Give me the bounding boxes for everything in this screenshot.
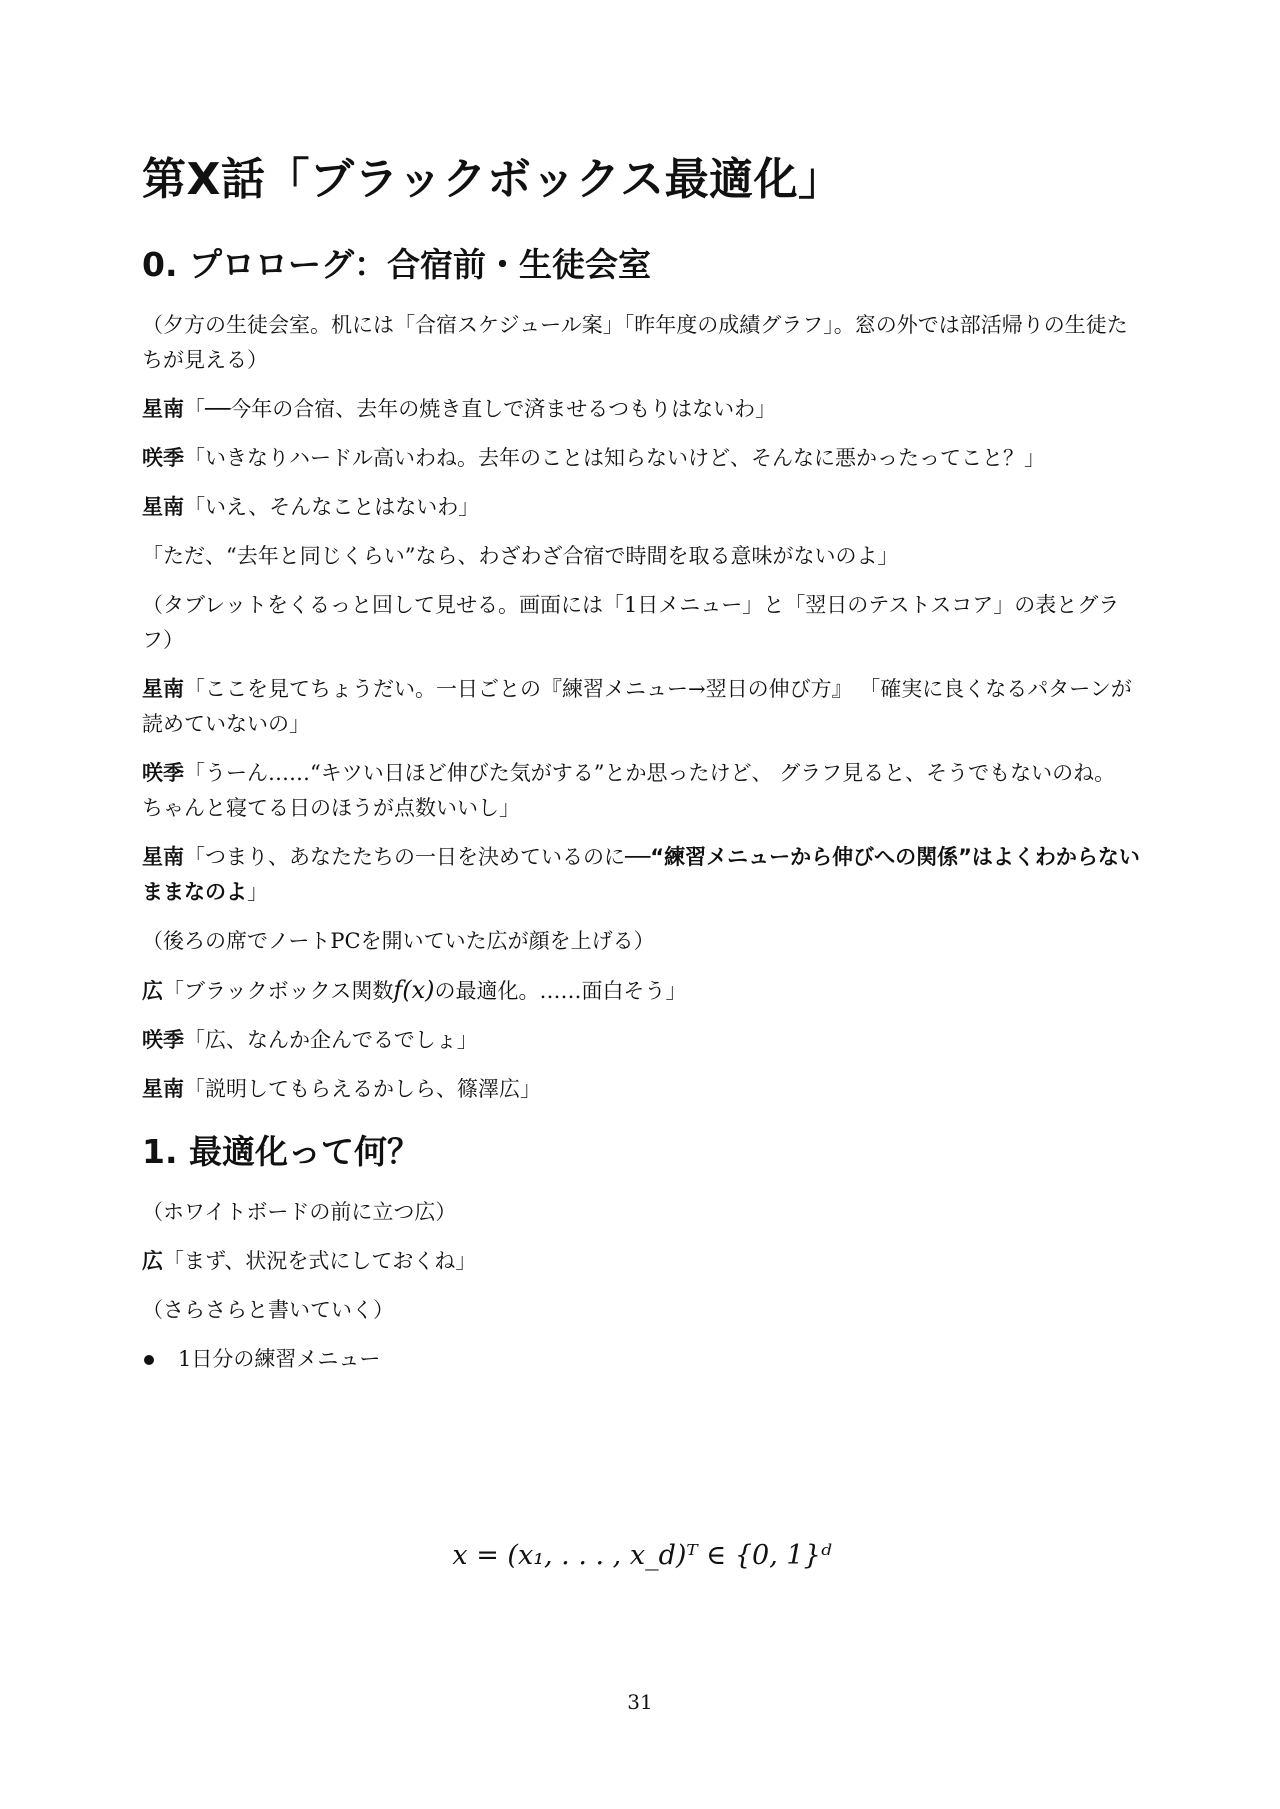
speaker-name: 星南: [142, 845, 184, 869]
dialogue-text: 「説明してもらえるかしら、篠澤広」: [184, 1077, 541, 1101]
paragraph-13: [142, 1072, 1142, 1107]
paragraph-5: [142, 539, 1142, 574]
document-page: [142, 150, 1142, 1377]
paragraph-s1-2: [142, 1244, 1142, 1279]
dialogue-text: 「広、なんか企んでるでしょ」: [184, 1028, 478, 1052]
inline-math: f(x): [393, 976, 435, 1004]
paragraph-text: （夕方の生徒会室。机には「合宿スケジュール案」「昨年度の成績グラフ」。窓の外では部活帰りの生徒たちが見える）: [142, 313, 1128, 372]
paragraph-3: [142, 441, 1142, 476]
paragraph-s1-3: [142, 1293, 1142, 1328]
paragraph-4: [142, 490, 1142, 525]
speaker-name: 星南: [142, 495, 184, 519]
bullet-list: [142, 1342, 1142, 1377]
paragraph-text: （さらさらと書いていく）: [142, 1298, 394, 1322]
dialogue-text: 「──今年の合宿、去年の焼き直しで済ませるつもりはないわ」: [184, 397, 777, 421]
dialogue-text-end: 」: [247, 880, 268, 904]
dialogue-text: 「まず、状況を式にしておくね」: [163, 1249, 477, 1273]
speaker-name: 星南: [142, 1077, 184, 1101]
section-heading-optimization: 1. 最適化って何？: [142, 1132, 420, 1171]
speaker-name: 広: [142, 979, 163, 1003]
paragraph-7: [142, 672, 1142, 742]
paragraph-text: （ホワイトボードの前に立つ広）: [142, 1200, 457, 1224]
dialogue-text: 「うーん……“キツい日ほど伸びた気がする”とか思ったけど、 グラフ見ると、そうでもないのね。 ちゃんと寝てる日のほうが点数いいし」: [142, 761, 1116, 820]
section-heading-prologue: 0. プロローグ：合宿前・生徒会室: [142, 245, 651, 284]
list-item: [142, 1342, 1142, 1377]
speaker-name: 星南: [142, 677, 184, 701]
speaker-name: 咲季: [142, 1028, 184, 1052]
dialogue-text: 「いえ、そんなことはないわ」: [184, 495, 480, 519]
paragraph-11: [142, 973, 1142, 1009]
speaker-name: 広: [142, 1249, 163, 1273]
paragraph-1: [142, 308, 1142, 378]
dialogue-text: 「つまり、あなたたちの一日を決めているのに──: [184, 845, 651, 869]
paragraph-8: [142, 756, 1142, 826]
paragraph-text: （タブレットをくるっと回して見せる。画面には「1日メニュー」と「翌日のテストスコア」の表とグラフ）: [142, 593, 1120, 652]
display-equation: x = (x₁, . . . , x_d)ᵀ ∈ {0, 1}ᵈ: [452, 1540, 832, 1571]
page-number: 31: [627, 1690, 653, 1714]
paragraph-text: （後ろの席でノートPCを開いていた広が顔を上げる）: [142, 929, 655, 953]
dialogue-text: 「ここを見てちょうだい。一日ごとの『練習メニュー→翌日の伸び方』 「確実に良くなるパターンが読めていないの」: [142, 677, 1132, 736]
paragraph-6: [142, 588, 1142, 658]
paragraph-9: [142, 840, 1142, 910]
dialogue-text: 「ただ、“去年と同じくらい”なら、わざわざ合宿で時間を取る意味がないのよ」: [142, 544, 899, 568]
dialogue-text: 「いきなりハードル高いわね。去年のことは知らないけど、そんなに悪かったってこと？」: [184, 446, 1045, 470]
paragraph-2: [142, 392, 1142, 427]
paragraph-12: [142, 1023, 1142, 1058]
dialogue-text: 「ブラックボックス関数: [163, 979, 394, 1003]
bullet-icon: [144, 1355, 154, 1365]
paragraph-s1-1: [142, 1195, 1142, 1230]
paragraph-10: [142, 924, 1142, 959]
speaker-name: 星南: [142, 397, 184, 421]
emphasis-text: “練習メニューから伸びへの関係”はよくわからないままなのよ: [142, 845, 1140, 904]
speaker-name: 咲季: [142, 446, 184, 470]
dialogue-text-end: の最適化。……面白そう」: [434, 979, 687, 1003]
list-item-text: 1日分の練習メニュー: [178, 1347, 381, 1371]
chapter-title: 第X話「ブラックボックス最適化」: [142, 154, 843, 205]
speaker-name: 咲季: [142, 761, 184, 785]
